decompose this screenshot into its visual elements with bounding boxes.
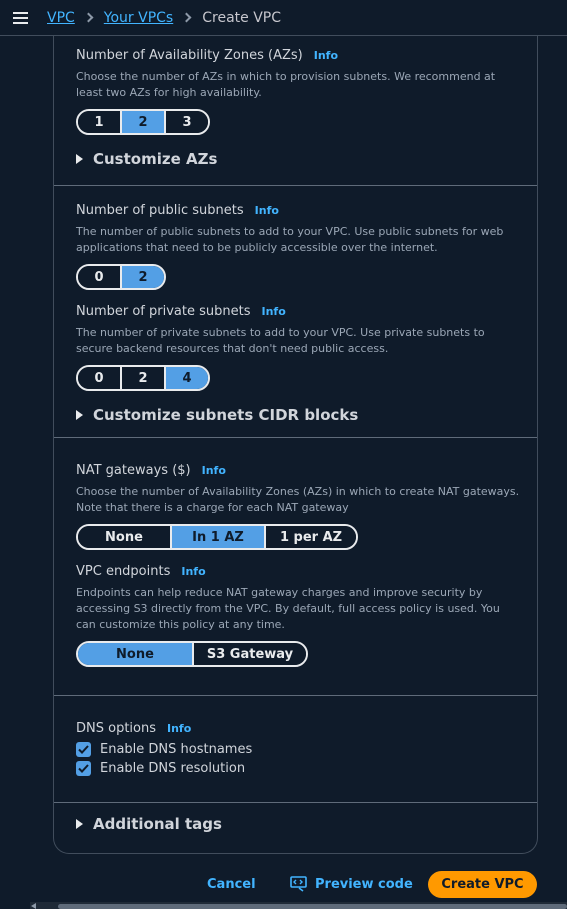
private-subnets-segmented-control [76, 365, 210, 391]
horizontal-scrollbar[interactable] [30, 902, 567, 909]
dns-hostnames-label: Enable DNS hostnames [100, 742, 253, 757]
breadcrumb [47, 10, 281, 26]
customize-azs-label: Customize AZs [93, 150, 218, 168]
dns-options-label: DNS options [76, 721, 156, 736]
vpc-endpoints-label: VPC endpoints [76, 564, 171, 579]
dns-options-info-link[interactable]: Info [167, 722, 192, 735]
form-footer [0, 871, 567, 897]
azs-section [54, 48, 537, 168]
azs-option-1[interactable]: 1 [78, 111, 122, 133]
dns-section [54, 721, 537, 776]
private-subnets-info-link[interactable]: Info [261, 305, 286, 318]
dns-resolution-checkbox-row[interactable] [76, 761, 537, 776]
additional-tags-label: Additional tags [93, 815, 222, 833]
top-navigation-bar [0, 0, 567, 36]
vpc-endpoints-info-link[interactable]: Info [181, 565, 206, 578]
nat-endpoints-section [54, 463, 537, 667]
nat-gateways-info-link[interactable]: Info [201, 464, 226, 477]
public-subnets-segmented-control [76, 264, 166, 290]
scrollbar-thumb[interactable] [58, 904, 567, 909]
preview-code-button[interactable] [290, 871, 413, 897]
dns-hostnames-checkbox-row[interactable] [76, 742, 537, 757]
menu-icon[interactable] [13, 12, 28, 24]
dns-resolution-checkbox[interactable] [76, 761, 91, 776]
scroll-left-icon[interactable] [31, 903, 36, 909]
azs-description: Choose the number of AZs in which to provision subnets. We recommend at least two AZs for high availability. [76, 70, 496, 99]
create-vpc-button[interactable]: Create VPC [428, 871, 537, 898]
nat-gateways-description: Choose the number of Availability Zones (AZs) in which to create NAT gateways. Note that there is a charge for each NAT gateway [76, 485, 520, 514]
azs-segmented-control [76, 109, 210, 135]
vpc-endpoints-description: Endpoints can help reduce NAT gateway charges and improve security by accessing S3 directly from the VPC. By default, full access policy is used. You can customize this policy at any time. [76, 586, 500, 631]
cancel-button[interactable]: Cancel [207, 876, 256, 892]
endpoints-option-s3-gateway[interactable]: S3 Gateway [194, 643, 306, 665]
private-subnets-option-2[interactable]: 2 [122, 367, 166, 389]
customize-subnets-label: Customize subnets CIDR blocks [93, 406, 359, 424]
public-subnets-label: Number of public subnets [76, 203, 244, 218]
public-subnets-option-0[interactable]: 0 [78, 266, 122, 288]
nat-gateways-segmented-control [76, 524, 358, 550]
customize-subnets-expander[interactable] [76, 406, 537, 424]
breadcrumb-current: Create VPC [202, 9, 281, 26]
azs-option-2[interactable]: 2 [122, 111, 166, 133]
endpoints-option-none[interactable]: None [78, 643, 194, 665]
private-subnets-description: The number of private subnets to add to your VPC. Use private subnets to secure backend resources that don't need public access. [76, 326, 485, 355]
vpc-endpoints-segmented-control [76, 641, 308, 667]
section-divider [54, 437, 537, 438]
preview-code-label: Preview code [315, 876, 413, 892]
nat-option-none[interactable]: None [78, 526, 172, 548]
caret-right-icon [76, 154, 83, 164]
subnets-section [54, 203, 537, 424]
dns-hostnames-checkbox[interactable] [76, 742, 91, 757]
check-icon [78, 745, 89, 754]
check-icon [78, 764, 89, 773]
private-subnets-option-4[interactable]: 4 [166, 367, 208, 389]
public-subnets-info-link[interactable]: Info [254, 204, 279, 217]
additional-tags-expander[interactable] [76, 815, 537, 833]
nat-option-in-1-az[interactable]: In 1 AZ [172, 526, 266, 548]
public-subnets-description: The number of public subnets to add to your VPC. Use public subnets for web applications that need to be publicly accessible over the internet. [76, 225, 504, 254]
nat-option-1-per-az[interactable]: 1 per AZ [266, 526, 356, 548]
section-divider [54, 695, 537, 696]
caret-right-icon [76, 410, 83, 420]
public-subnets-option-2[interactable]: 2 [122, 266, 164, 288]
customize-azs-expander[interactable] [76, 150, 537, 168]
azs-info-link[interactable]: Info [313, 49, 339, 62]
breadcrumb-your-vpcs-link[interactable]: Your VPCs [103, 9, 174, 26]
tags-section [54, 815, 537, 833]
breadcrumb-vpc-link[interactable]: VPC [47, 9, 75, 26]
caret-right-icon [76, 819, 83, 829]
chevron-right-icon [182, 13, 192, 23]
vpc-settings-panel [53, 36, 538, 854]
section-divider [54, 185, 537, 186]
dns-resolution-label: Enable DNS resolution [100, 761, 246, 776]
chevron-right-icon [83, 13, 93, 23]
section-divider [54, 802, 537, 803]
private-subnets-option-0[interactable]: 0 [78, 367, 122, 389]
private-subnets-label: Number of private subnets [76, 304, 251, 319]
preview-code-icon [290, 876, 308, 892]
azs-option-3[interactable]: 3 [166, 111, 208, 133]
azs-label: Number of Availability Zones (AZs) [76, 48, 303, 63]
nat-gateways-label: NAT gateways ($) [76, 463, 191, 478]
